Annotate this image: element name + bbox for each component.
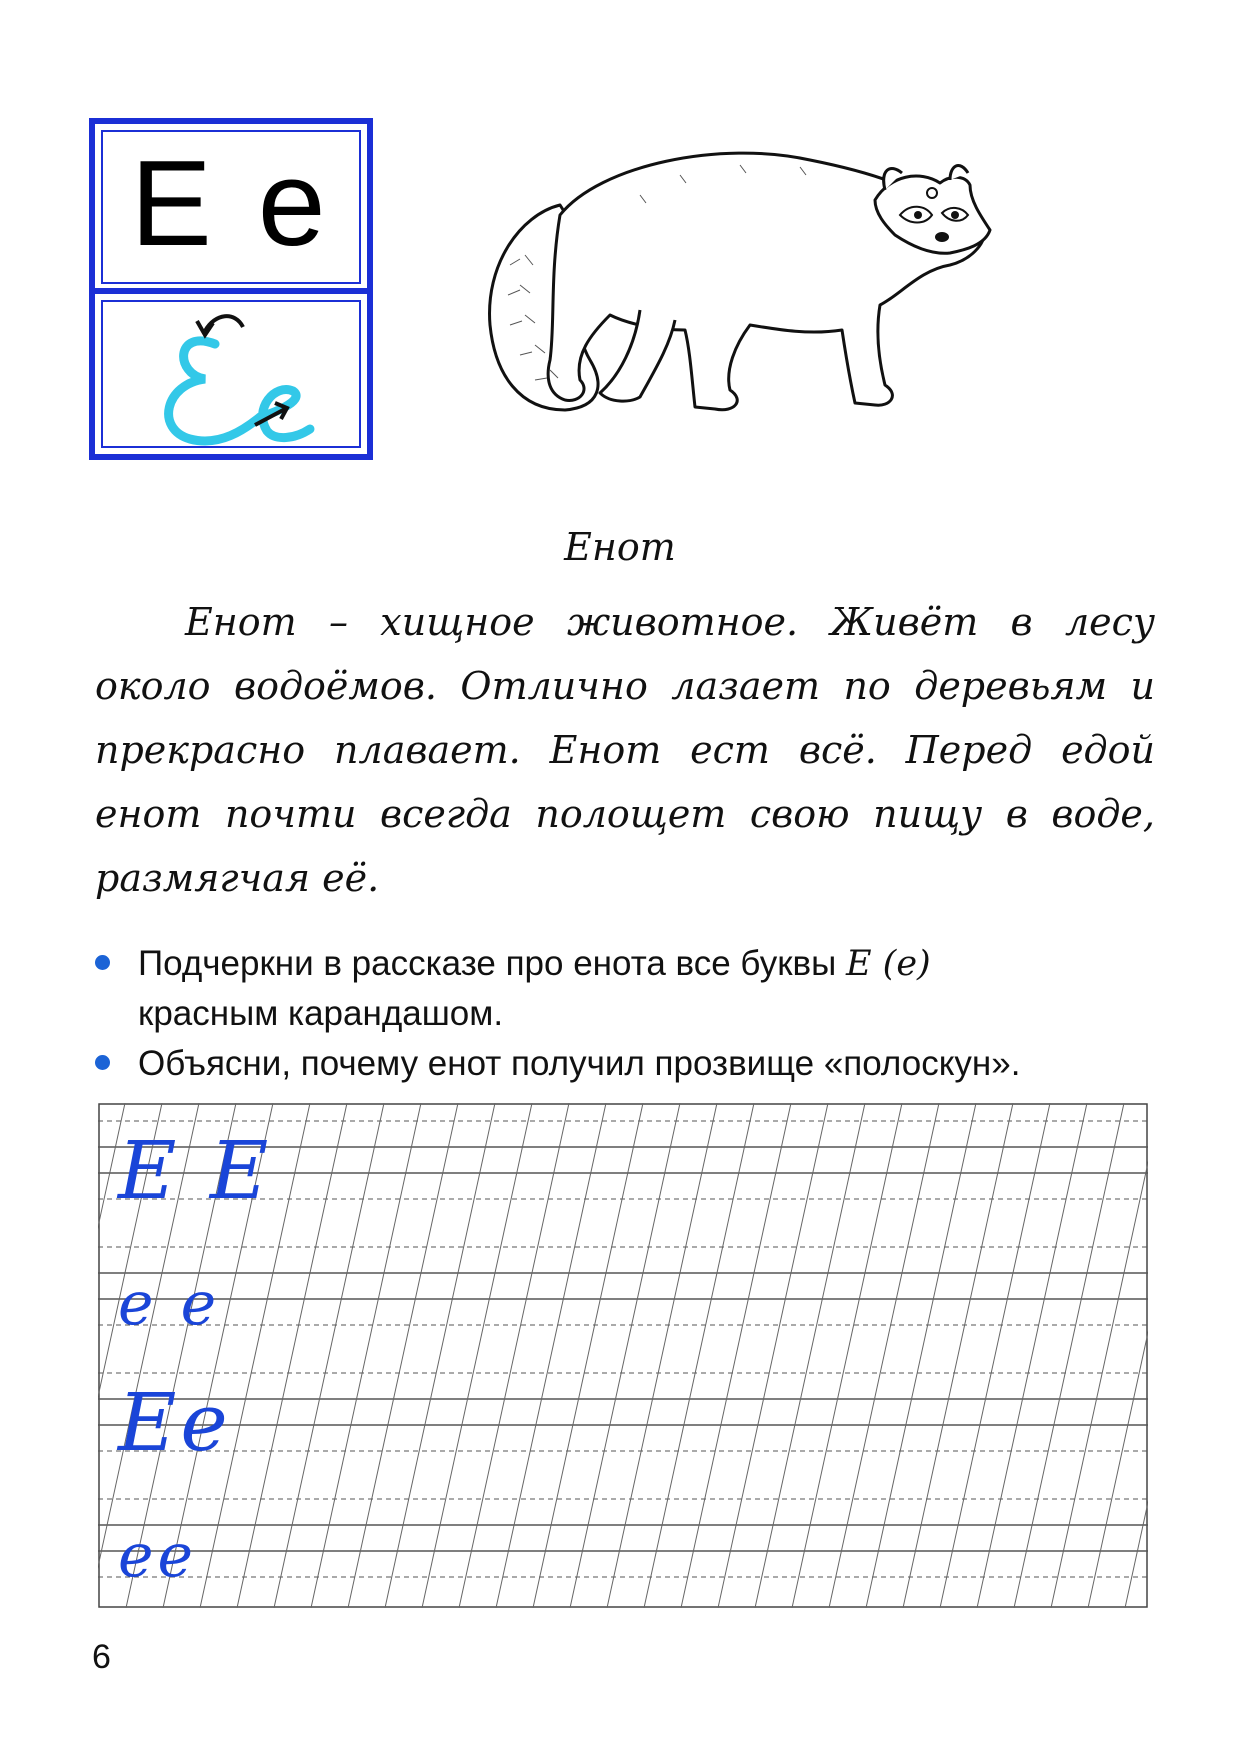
grid-slant-line	[940, 1103, 1050, 1608]
grid-slant-line	[1051, 1103, 1148, 1608]
task-1-text: Подчеркни в рассказе про енота все буквы	[138, 944, 837, 983]
grid-slant-line	[977, 1103, 1087, 1608]
grid-slant-line	[570, 1103, 680, 1608]
grid-slant-line	[459, 1103, 569, 1608]
card-divider	[95, 288, 367, 294]
grid-slant-line	[274, 1103, 384, 1608]
page-number: 6	[92, 1638, 111, 1676]
practice-sample-2: е е	[118, 1269, 221, 1339]
task-1-letters: Е (е)	[846, 944, 931, 984]
grid-slant-line	[607, 1103, 717, 1608]
grid-slant-line	[792, 1103, 902, 1608]
grid-slant-line	[829, 1103, 939, 1608]
grid-slant-line	[533, 1103, 643, 1608]
grid-slant-line	[422, 1103, 532, 1608]
practice-sample-1: Е Е	[118, 1124, 273, 1217]
task-1-continuation: красным карандашом.	[138, 994, 504, 1033]
bullet-icon	[95, 955, 110, 970]
grid-slant-line	[311, 1103, 421, 1608]
grid-slant-line	[644, 1103, 754, 1608]
bullet-icon	[95, 1055, 110, 1070]
grid-slant-line	[1014, 1103, 1124, 1608]
grid-slant-line	[348, 1103, 458, 1608]
story-title: Енот	[564, 525, 676, 569]
practice-sample-4: ее	[118, 1521, 198, 1591]
task-explain	[95, 1040, 1195, 1087]
handwriting-practice-grid	[98, 1103, 1148, 1608]
grid-slant-line	[681, 1103, 791, 1608]
raccoon-icon	[480, 145, 1020, 445]
script-letters-guide	[135, 299, 335, 459]
grid-slant-line	[866, 1103, 976, 1608]
story-text: Енот – хищное животное. Живёт в лесу около водоёмов. Отлично лазает по деревьям и прекрасно плавает. Енот ест всё. Перед едой енот почти всегда полощет свою пищу в воде, размягчая её.	[95, 600, 1155, 900]
letter-card	[89, 118, 373, 460]
grid-slant-line	[385, 1103, 495, 1608]
grid-slant-line	[903, 1103, 1013, 1608]
grid-slant-line	[718, 1103, 828, 1608]
grid-slant-line	[755, 1103, 865, 1608]
grid-slant-line	[496, 1103, 606, 1608]
print-letters: Е е	[130, 135, 332, 271]
practice-sample-3: Ее	[118, 1376, 232, 1469]
grid-slant-line	[1088, 1103, 1148, 1608]
task-2-text: Объясни, почему енот получил прозвище «полоскун».	[138, 1044, 1021, 1083]
task-underline	[95, 940, 1195, 988]
